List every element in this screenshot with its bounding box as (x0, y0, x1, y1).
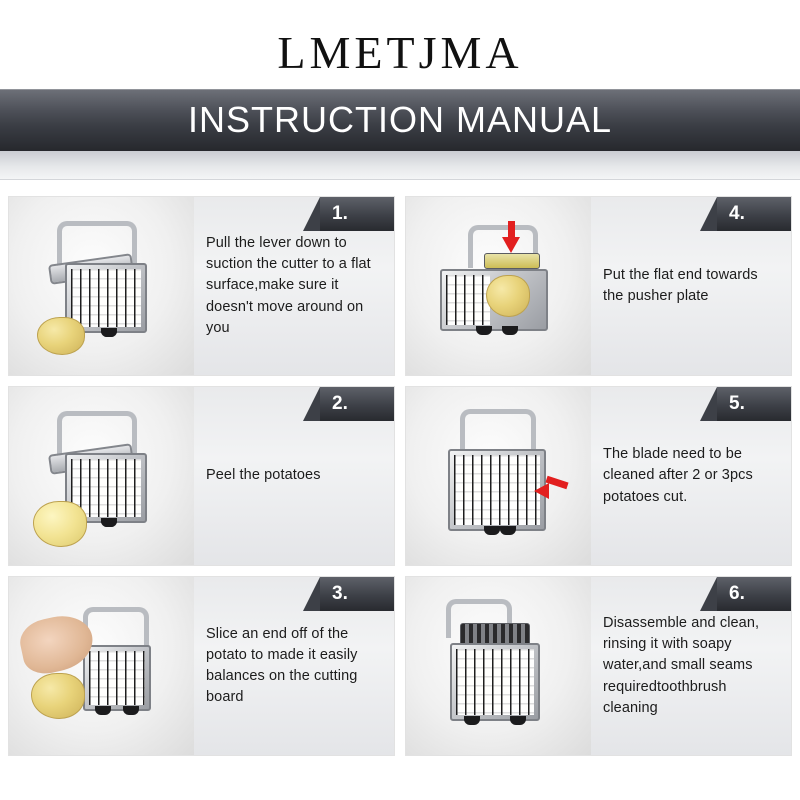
suction-foot-icon (464, 716, 480, 725)
lever-arm-icon (83, 607, 149, 646)
cutter-illustration-4 (424, 219, 574, 359)
potato-icon (37, 317, 85, 355)
suction-foot-icon (101, 518, 117, 527)
step-card-2 (8, 386, 395, 566)
step-card-6 (405, 576, 792, 756)
blade-grid-icon (71, 269, 141, 327)
step-text-pane-6 (591, 577, 791, 755)
title-bar (0, 89, 800, 151)
step-description-1: Pull the lever down to suction the cutter to a flat surface,make sure it doesn't move around on you (206, 235, 371, 336)
step-card-5 (405, 386, 792, 566)
cutter-illustration-2 (27, 409, 177, 549)
pusher-plate-icon (484, 253, 540, 269)
steps-grid (0, 196, 800, 756)
brand-title: LMETJMA (277, 27, 523, 78)
blade-grid-icon (454, 455, 540, 525)
step-description-3: Slice an end off of the potato to made it easily balances on the cutting board (206, 625, 358, 706)
blade-grid-icon (446, 275, 490, 325)
blade-unit-icon (450, 643, 540, 721)
suction-foot-icon (484, 526, 500, 535)
suction-foot-icon (502, 326, 518, 335)
manual-title: INSTRUCTION MANUAL (187, 99, 613, 140)
cutter-body-icon (448, 449, 546, 531)
step-description-6: Disassemble and clean, rinsing it with soapy water,and small seams requiredtoothbrush cleaning (603, 615, 760, 716)
cutter-illustration-3 (27, 599, 177, 739)
red-arrow-stem-icon (508, 221, 515, 237)
red-arrow-pointer-icon (534, 483, 549, 499)
step-number-4: 4. (717, 197, 791, 231)
step-number-5: 5. (717, 387, 791, 421)
step-image-3 (9, 577, 194, 755)
step-number-3: 3. (320, 577, 394, 611)
suction-foot-icon (101, 328, 117, 337)
step-image-6 (406, 577, 591, 755)
peeled-potato-icon (33, 501, 87, 547)
red-arrow-down-icon (502, 237, 520, 253)
potato-icon (486, 275, 530, 317)
step-text-pane-3 (194, 577, 394, 755)
step-image-1 (9, 197, 194, 375)
step-text-pane-1 (194, 197, 394, 375)
potato-icon (31, 673, 85, 719)
step-card-1 (8, 196, 395, 376)
header-spacer (0, 180, 800, 196)
step-number-2: 2. (320, 387, 394, 421)
step-text-pane-5 (591, 387, 791, 565)
blade-grid-icon (456, 649, 534, 715)
step-description-5: The blade need to be cleaned after 2 or 3pcs potatoes cut. (603, 446, 753, 505)
step-card-4 (405, 196, 792, 376)
step-description-2: Peel the potatoes (206, 467, 321, 484)
suction-foot-icon (476, 326, 492, 335)
suction-foot-icon (95, 706, 111, 715)
cutter-illustration-6 (424, 599, 574, 739)
step-image-4 (406, 197, 591, 375)
step-description-4: Put the flat end towards the pusher plate (603, 266, 758, 304)
header-divider (0, 151, 800, 180)
step-number-6: 6. (717, 577, 791, 611)
suction-foot-icon (123, 706, 139, 715)
step-text-pane-2 (194, 387, 394, 565)
cutter-illustration-1 (27, 219, 177, 359)
step-card-3 (8, 576, 395, 756)
blade-grid-icon (89, 651, 145, 705)
step-number-1: 1. (320, 197, 394, 231)
cutter-illustration-5 (424, 409, 574, 549)
step-image-2 (9, 387, 194, 565)
step-text-pane-4 (591, 197, 791, 375)
suction-foot-icon (500, 526, 516, 535)
suction-foot-icon (510, 716, 526, 725)
cutter-body-icon (83, 645, 151, 711)
step-image-5 (406, 387, 591, 565)
